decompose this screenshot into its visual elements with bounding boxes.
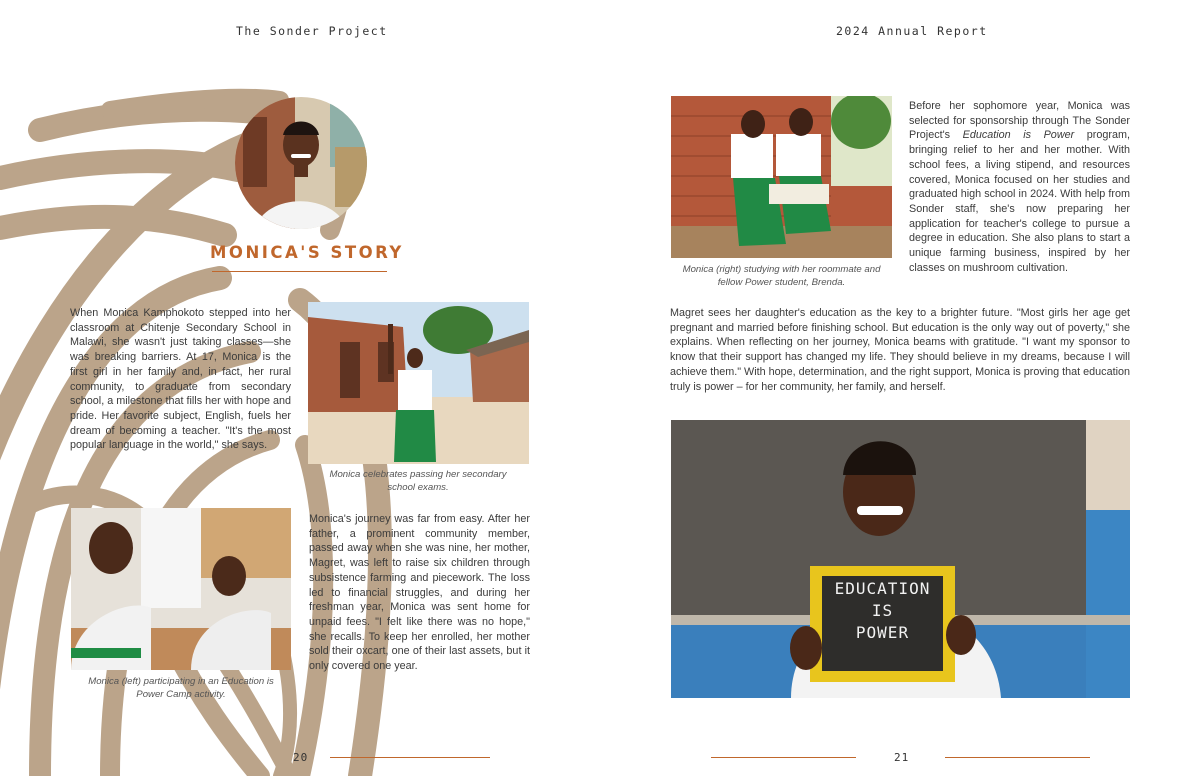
camp-caption: Monica (left) participating in an Education is Power Camp activity. xyxy=(88,676,274,700)
chalk-line-3: POWER xyxy=(855,623,910,642)
portrait-photo xyxy=(235,97,367,229)
footer-rule-right-b xyxy=(945,757,1090,758)
header-left: The Sonder Project xyxy=(236,24,388,38)
chalk-line-1: EDUCATION xyxy=(834,579,931,598)
header-right: 2024 Annual Report xyxy=(836,24,988,38)
chalk-line-2: IS xyxy=(871,601,894,620)
chalkboard-text xyxy=(822,578,943,670)
right-paragraph-1 xyxy=(909,99,1130,275)
footer-rule-right-a xyxy=(711,757,856,758)
right-paragraph-1-end: program, bringing relief to her and her mother. With school fees, a living stipend, and resources covered, Monica focused on her studies and graduated high school in 2024. With help from Sonder staff, she's now preparing her application for teacher's college to pursue a degree in education. She also plans to start a unique farming business, inspired by her classes on mushroom cultivation. xyxy=(909,129,1131,274)
left-paragraph-1: When Monica Kamphokoto stepped into her classroom at Chitenje Secondary School in Malawi, she wasn't just taking classes—she was breaking barriers. At 17, Monica is the first girl in her family and, in fact, her rural community, to graduate from secondary school, a milestone that fills her with hope and pride. Her favorite subject, English, fuels her dream of becoming a teacher. "It's the most popular language in the world," she says. xyxy=(70,307,291,452)
right-paragraph-2: Magret sees her daughter's education as the key to a brighter future. "Most girls her age get pregnant and married before finishing school. But education is the only way out of poverty," she explains. When reflecting on her journey, Monica beams with gratitude. "I want my sponsor to know that their support has changed my life. They should believe in my dreams, because I will achieve them." With hope, determination, and the right support, Monica is proving that education truly is power – for her community, her family, and herself. xyxy=(670,307,1130,393)
title-underline xyxy=(212,271,387,272)
study-photo xyxy=(671,96,892,258)
page-number-left: 20 xyxy=(293,751,309,764)
left-paragraph-2: Monica's journey was far from easy. After her father, a prominent community member, passed away when she was nine, her mother, Magret, was left to raise six children through subsistence farming and piecework. The loss led to financial struggles, and during her freshman year, Monica was sent home for unpaid fees. "I felt like there was no hope," she recalls. To keep her enrolled, her mother sold their oxcart, one of their last assets, but it only covered one year. xyxy=(309,513,530,673)
exams-photo xyxy=(308,302,529,464)
exams-caption: Monica celebrates passing her secondary school exams. xyxy=(329,469,507,493)
program-name: Education is Power xyxy=(962,129,1075,142)
footer-rule-left xyxy=(330,757,490,758)
study-caption: Monica (right) studying with her roommate and fellow Power student, Brenda. xyxy=(682,264,881,288)
camp-photo xyxy=(71,508,291,670)
page-number-right: 21 xyxy=(894,751,910,764)
story-title: MONICA'S STORY xyxy=(210,243,404,262)
chalkboard-photo xyxy=(671,420,1130,698)
right-paragraph-1-start: Before her sophomore year, Monica was selected for sponsorship through The Sonder Project's xyxy=(909,100,1130,142)
